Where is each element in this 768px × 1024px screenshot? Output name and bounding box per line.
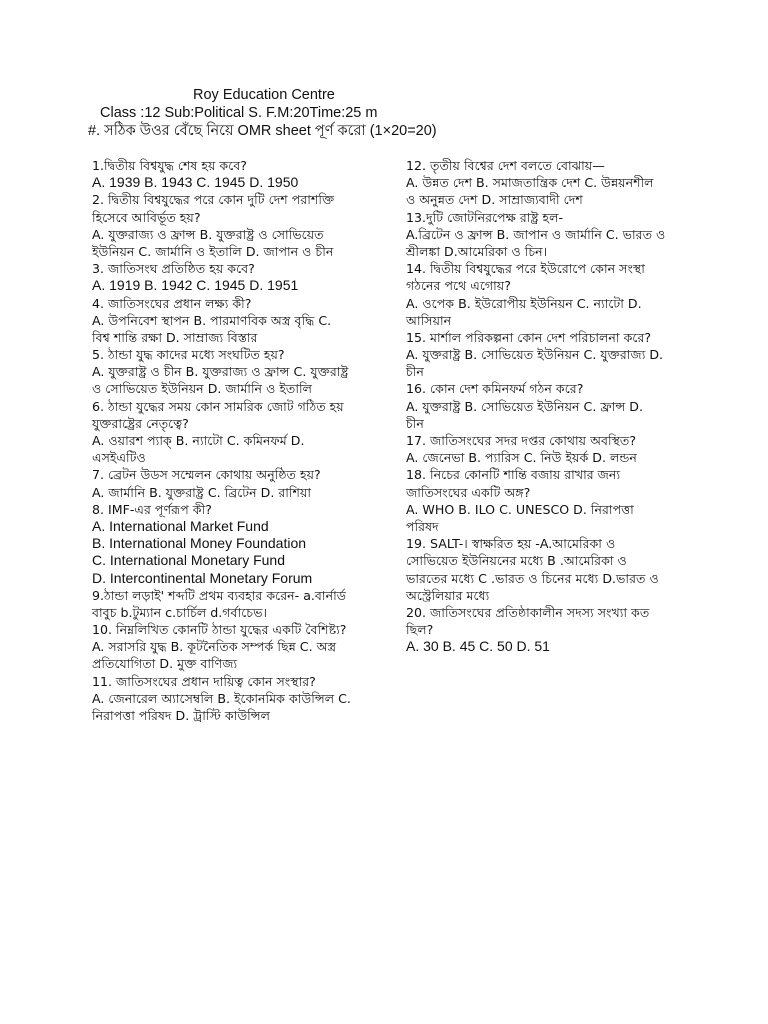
question-line: 3. জাতিসংঘ প্রতিষ্ঠিত হয় কবে? [92, 261, 255, 277]
question-line: 12. তৃতীয় বিশ্বের দেশ বলতে বোঝায়— [406, 158, 605, 173]
question-line: 20. জাতিসংঘের প্রতিষ্ঠাকালীন সদস্য সংখ্যা কত [406, 604, 650, 620]
question-line: প্রতিযোগিতা D. মুক্ত বাণিজ্য [92, 656, 238, 672]
question-line: ও সোভিয়েত ইউনিয়ন D. জার্মানি ও ইতালি [92, 381, 312, 397]
question-line: 2. দ্বিতীয় বিশ্বযুদ্ধের পরে কোন দুটি দেশ পরাশক্তি [92, 192, 335, 208]
question-line: যুক্তরাষ্ট্রের নেতৃত্বে? [92, 415, 189, 431]
question-line: A. যুক্তরাজ্য ও ফ্রান্স B. যুক্তরাষ্ট্র ও সোভিয়েত [92, 226, 324, 242]
school-title: Roy Education Centre [193, 87, 335, 103]
question-line: ছিল? [406, 622, 434, 638]
question-line: অস্ট্রেলিয়ার মধ্যে [406, 587, 490, 603]
question-line: বিশ্ব শান্তি রক্ষা D. সাম্রাজ্য বিস্তার [92, 329, 258, 345]
question-line: এসইএটিও [92, 450, 146, 466]
question-line: A. ওপেক B. ইউরোপীয় ইউনিয়ন C. ন্যাটো D. [406, 295, 642, 311]
question-line: জাতিসংঘের একটি অঙ্গ? [406, 484, 531, 500]
question-line: 19. SALT-। স্বাক্ষরিত হয় -A.আমেরিকা ও [406, 536, 616, 552]
question-line: 8. IMF-এর পূর্ণরূপ কী? [92, 501, 212, 517]
question-line: চীন [406, 364, 424, 380]
question-line: A. যুক্তরাষ্ট্র B. সোভিয়েত ইউনিয়ন C. ফ্রান্স D. [406, 398, 643, 414]
class-info: Class :12 Sub:Political S. F.M:20Time:25 m [100, 105, 378, 121]
question-line: 14. দ্বিতীয় বিশ্বযুদ্ধের পরে ইউরোপে কোন সংস্থা [406, 261, 645, 277]
question-line: ভারতের মধ্যে C .ভারত ও চিনের মধ্যে D.ভারত ও [406, 570, 659, 586]
question-line: 1.দ্বিতীয় বিশ্বযুদ্ধ শেষ হয় কবে? [92, 158, 247, 173]
question-line: 18. নিচের কোনটি শান্তি বজায় রাখার জন্য [406, 467, 621, 483]
question-line: সোভিয়েত ইউনিয়নের মধ্যে B .আমেরিকা ও [406, 553, 627, 569]
question-line: 15. মার্শাল পরিকল্পনা কোন দেশ পরিচালনা করে? [406, 329, 652, 345]
question-line: D. Intercontinental Monetary Forum [92, 569, 313, 586]
question-line: 10. নিম্নলিখিত কোনটি ঠান্ডা যুদ্ধের একটি বৈশিষ্ট্য? [92, 622, 347, 638]
question-line: A. 1919 B. 1942 C. 1945 D. 1951 [92, 277, 299, 294]
question-line: A. যুক্তরাষ্ট্র B. সোভিয়েত ইউনিয়ন C. যুক্তরাজ্য D. [406, 347, 664, 363]
question-line: গঠনের পথে এগোয়? [406, 278, 511, 294]
question-line: আসিয়ান [406, 312, 452, 328]
question-line: চীন [406, 415, 424, 431]
question-line: A. 1939 B. 1943 C. 1945 D. 1950 [92, 174, 299, 191]
question-line: 13.দুটি জোটনিরপেক্ষ রাষ্ট্র হল- [406, 209, 564, 225]
question-line: A. জেনারেল অ্যাসেম্বলি B. ইকোনমিক কাউন্সিল C. [92, 690, 351, 706]
question-line: A. 30 B. 45 C. 50 D. 51 [406, 638, 550, 655]
question-line: 6. ঠান্ডা যুদ্ধের সময় কোন সামরিক জোট গঠিত হয় [92, 398, 344, 414]
question-line: 17. জাতিসংঘের সদর দপ্তর কোথায় অবস্থিত? [406, 433, 637, 448]
question-line: A. জার্মানি B. যুক্তরাষ্ট্র C. ব্রিটেন D. রাশিয়া [92, 484, 312, 500]
question-line: নিরাপত্তা পরিষদ D. ট্রাস্টি কাউন্সিল [92, 708, 271, 723]
question-line: A. উপনিবেশ স্থাপন B. পারমাণবিক অস্ত্র বৃদ্ধি C. [92, 312, 332, 328]
question-line: A. উন্নত দেশ B. সমাজতান্ত্রিক দেশ C. উন্নয়নশীল [406, 175, 654, 191]
question-line: A. WHO B. ILO C. UNESCO D. নিরাপত্তা [406, 501, 634, 517]
question-line: পরিষদ [406, 518, 439, 534]
question-line: হিসেবে আবির্ভূত হয়? [92, 209, 201, 225]
question-line: A. সরাসরি যুদ্ধ B. কূটনৈতিক সম্পর্ক ছিন্ন C. অস্ত্র [92, 639, 337, 655]
question-line: A. International Market Fund [92, 517, 269, 534]
question-line: শ্রীলঙ্কা D.আমেরিকা ও চিন। [406, 243, 548, 259]
instruction-line: #. সঠিক উওর বেঁছে নিয়ে OMR sheet পূর্ণ করো (1×20=20) [88, 123, 437, 139]
left-question-column [92, 157, 396, 724]
question-line: 5. ঠান্ডা যুদ্ধ কাদের মধ্যে সংঘটিত হয়? [92, 347, 285, 363]
question-line: ও অনুন্নত দেশ D. সাম্রাজ্যবাদী দেশ [406, 192, 583, 208]
question-line: বাবুচ b.টুম্যান c.চার্চিল d.গর্বাচেভ। [92, 604, 267, 620]
question-line: A. যুক্তরাষ্ট্র ও চীন B. যুক্তরাজ্য ও ফ্রান্স C. যুক্তরাষ্ট্র [92, 364, 349, 380]
question-line: ইউনিয়ন C. জার্মানি ও ইতালি D. জাপান ও চীন [92, 243, 334, 259]
question-line: B. International Money Foundation [92, 535, 307, 552]
question-line: 16. কোন দেশ কমিনফর্ম গঠন করে? [406, 381, 584, 397]
question-line: 11. জাতিসংঘের প্রধান দায়িত্ব কোন সংস্থার? [92, 673, 316, 689]
question-line: A. জেনেভা B. প্যারিস C. নিউ ইয়র্ক D. লন্ডন [406, 450, 637, 466]
question-line: A.ব্রিটেন ও ফ্রান্স B. জাপান ও জার্মানি C. ভারত ও [406, 226, 666, 242]
question-line: 7. ব্রেটন উডস সম্মেলন কোথায় অনুষ্ঠিত হয়? [92, 467, 321, 483]
question-line: 9.ঠান্ডা লড়াই' শব্দটি প্রথম ব্যবহার করেন- a.বার্নার্ড [92, 587, 347, 603]
question-line: 4. জাতিসংঘের প্রধান লক্ষ্য কী? [92, 295, 252, 311]
question-line: C. International Monetary Fund [92, 552, 285, 569]
question-line: A. ওয়ারশ প্যাক্ B. ন্যাটো C. কমিনফর্ম D. [92, 433, 305, 448]
right-question-column [406, 157, 706, 655]
